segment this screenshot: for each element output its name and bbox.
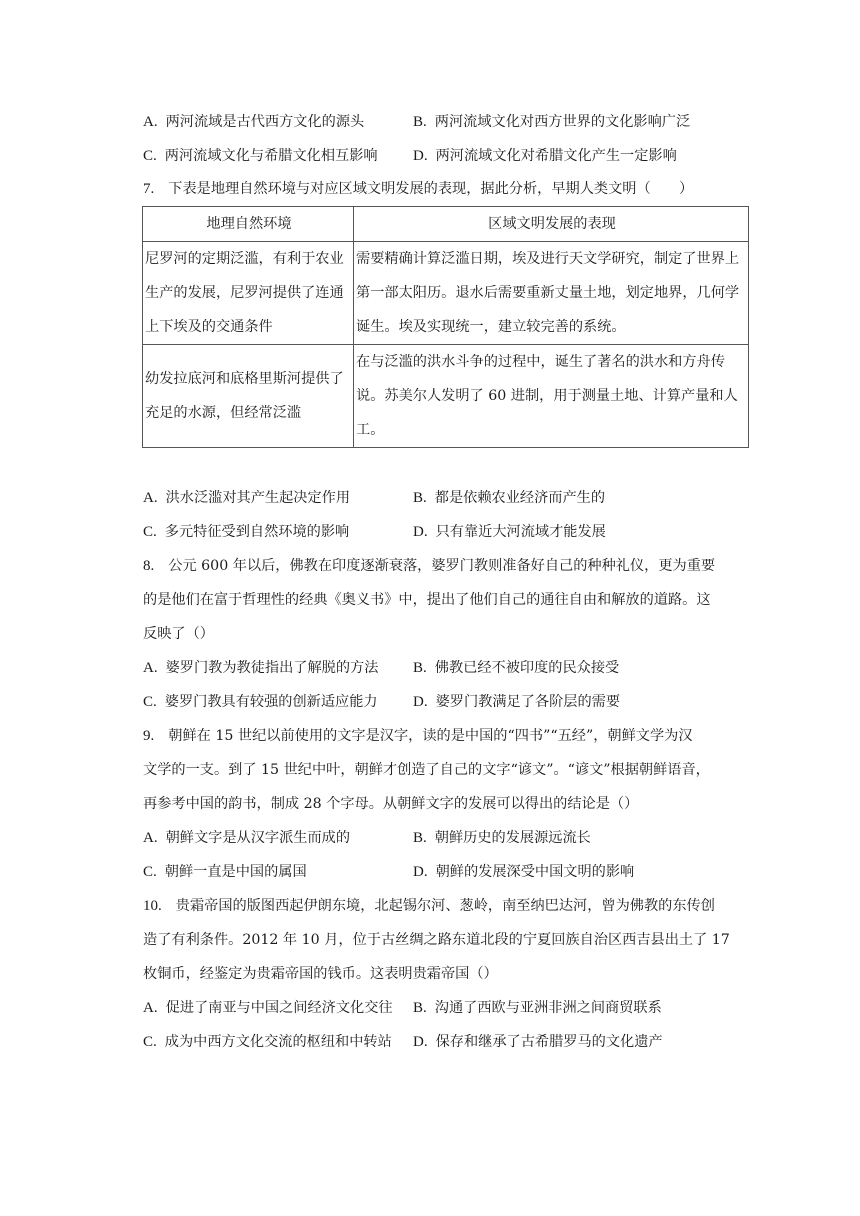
- option-letter: D.: [413, 148, 428, 164]
- question-number: 10.: [143, 898, 162, 914]
- option-letter: A.: [143, 114, 158, 130]
- option-letter: C.: [143, 524, 157, 540]
- option-text: 婆罗门教满足了各阶层的需要: [435, 694, 621, 710]
- table-cell-env: [143, 345, 354, 448]
- option-letter: B.: [413, 830, 427, 846]
- option-text: 洪水泛滥对其产生起决定作用: [165, 490, 351, 506]
- cell-text: 在与泛滥的洪水斗争的过程中，诞生了著名的洪水和方舟传说。苏美尔人发明了 60 进制，用于测量土地、计算产量和人工。: [356, 354, 738, 438]
- option-letter: B.: [413, 1000, 427, 1016]
- option-text: 佛教已经不被印度的民众接受: [434, 660, 620, 676]
- option-text: 两河流域文化对西方世界的文化影响广泛: [434, 114, 691, 130]
- option-text: 保存和继承了古希腊罗马的文化遗产: [435, 1034, 663, 1050]
- table-cell-dev: [354, 242, 749, 345]
- option-text: 朝鲜的发展深受中国文明的影响: [435, 864, 635, 880]
- table-cell-dev: [354, 345, 749, 448]
- option-text: 婆罗门教为教徒指出了解脱的方法: [165, 660, 379, 676]
- question-number: 7.: [143, 181, 155, 197]
- table-header-cell: 区域文明发展的表现: [354, 207, 749, 242]
- q10-option-c[interactable]: [143, 1032, 392, 1052]
- q6-option-a[interactable]: [143, 112, 364, 132]
- option-letter: A.: [143, 830, 158, 846]
- q8-stem-line: 的是他们在富于哲理性的经典《奥义书》中，提出了他们自己的通往自由和解放的道路。这: [143, 592, 711, 608]
- q7-option-d[interactable]: [413, 522, 606, 542]
- q7-option-c[interactable]: [143, 522, 349, 542]
- option-letter: C.: [143, 1034, 157, 1050]
- option-text: 朝鲜一直是中国的属国: [164, 864, 307, 880]
- question-text: 公元 600 年以后，佛教在印度逐渐衰落，婆罗门教则准备好自己的种种礼仪，更为重要: [168, 558, 716, 574]
- q6-option-b[interactable]: [413, 112, 690, 132]
- cell-text: 幼发拉底河和底格里斯河提供了充足的水源，但经常泛滥: [145, 371, 344, 421]
- q8-stem-line: [143, 556, 753, 576]
- option-letter: D.: [413, 694, 428, 710]
- q9-option-b[interactable]: [413, 828, 591, 848]
- option-letter: C.: [143, 694, 157, 710]
- cell-text: 尼罗河的定期泛滥，有利于农业生产的发展，尼罗河提供了连通上下埃及的交通条件: [145, 251, 344, 335]
- option-text: 促进了南亚与中国之间经济文化交往: [165, 1000, 393, 1016]
- q9-stem-line: [143, 726, 753, 746]
- q7-option-b[interactable]: [413, 488, 605, 508]
- q9-stem-line: 文学的一支。到了 15 世纪中叶，朝鲜才创造了自己的文字“谚文”。“谚文”根据朝鲜语音，: [143, 762, 710, 778]
- q10-option-a[interactable]: [143, 998, 393, 1018]
- q7-table: [142, 206, 749, 448]
- q8-option-b[interactable]: [413, 658, 619, 678]
- q9-stem-line: 再参考中国的韵书，制成 28 个字母。从朝鲜文字的发展可以得出的结论是（）: [143, 796, 639, 812]
- q9-option-a[interactable]: [143, 828, 350, 848]
- q10-stem-line: [143, 896, 753, 916]
- q8-option-c[interactable]: [143, 692, 378, 712]
- option-letter: B.: [413, 490, 427, 506]
- q6-option-d[interactable]: [413, 146, 677, 166]
- question-text: 贵霜帝国的版图西起伊朗东境，北起锡尔河、葱岭，南至纳巴达河，曾为佛教的东传创: [175, 898, 715, 914]
- table-cell-env: [143, 242, 354, 345]
- q10-option-d[interactable]: [413, 1032, 663, 1052]
- q10-stem-line: 枚铜币，经鉴定为贵霜帝国的钱币。这表明贵霜帝国（）: [143, 966, 498, 982]
- option-text: 多元特征受到自然环境的影响: [164, 524, 350, 540]
- table-row: [143, 242, 749, 345]
- q9-option-d[interactable]: [413, 862, 634, 882]
- option-letter: A.: [143, 490, 158, 506]
- option-text: 沟通了西欧与亚洲非洲之间商贸联系: [434, 1000, 662, 1016]
- option-text: 两河流域文化对希腊文化产生一定影响: [435, 148, 677, 164]
- q8-option-d[interactable]: [413, 692, 620, 712]
- option-letter: A.: [143, 660, 158, 676]
- question-text: 下表是地理自然环境与对应区域文明发展的表现，据此分析，早期人类文明（ ）: [168, 181, 694, 197]
- option-text: 成为中西方文化交流的枢纽和中转站: [164, 1034, 392, 1050]
- table-row: [143, 345, 749, 448]
- option-letter: B.: [413, 114, 427, 130]
- question-number: 8.: [143, 558, 155, 574]
- option-text: 两河流域文化与希腊文化相互影响: [164, 148, 378, 164]
- option-text: 都是依赖农业经济而产生的: [434, 490, 606, 506]
- option-letter: C.: [143, 148, 157, 164]
- option-text: 朝鲜历史的发展源远流长: [434, 830, 591, 846]
- q7-option-a[interactable]: [143, 488, 350, 508]
- q10-stem-line: 造了有利条件。2012 年 10 月，位于古丝绸之路东道北段的宁夏回族自治区西吉县出土了 17: [143, 932, 730, 948]
- q6-option-c[interactable]: [143, 146, 378, 166]
- option-letter: A.: [143, 1000, 158, 1016]
- option-letter: C.: [143, 864, 157, 880]
- q8-option-a[interactable]: [143, 658, 378, 678]
- option-text: 朝鲜文字是从汉字派生而成的: [165, 830, 351, 846]
- option-letter: B.: [413, 660, 427, 676]
- option-letter: D.: [413, 1034, 428, 1050]
- question-number: 9.: [143, 728, 155, 744]
- option-letter: D.: [413, 524, 428, 540]
- cell-text: 需要精确计算泛滥日期，埃及进行天文学研究，制定了世界上第一部太阳历。退水后需要重新丈量土地，划定地界，几何学诞生。埃及实现统一，建立较完善的系统。: [356, 251, 740, 335]
- option-letter: D.: [413, 864, 428, 880]
- table-header-row: [143, 207, 749, 242]
- option-text: 只有靠近大河流域才能发展: [435, 524, 606, 540]
- question-text: 朝鲜在 15 世纪以前使用的文字是汉字，读的是中国的“四书”“五经”，朝鲜文学为汉: [168, 728, 693, 744]
- q7-stem: [143, 179, 753, 199]
- option-text: 两河流域是古代西方文化的源头: [165, 114, 365, 130]
- q10-option-b[interactable]: [413, 998, 662, 1018]
- q8-stem-line: 反映了（）: [143, 626, 214, 642]
- q9-option-c[interactable]: [143, 862, 307, 882]
- table-header-cell: 地理自然环境: [143, 207, 354, 242]
- option-text: 婆罗门教具有较强的创新适应能力: [164, 694, 378, 710]
